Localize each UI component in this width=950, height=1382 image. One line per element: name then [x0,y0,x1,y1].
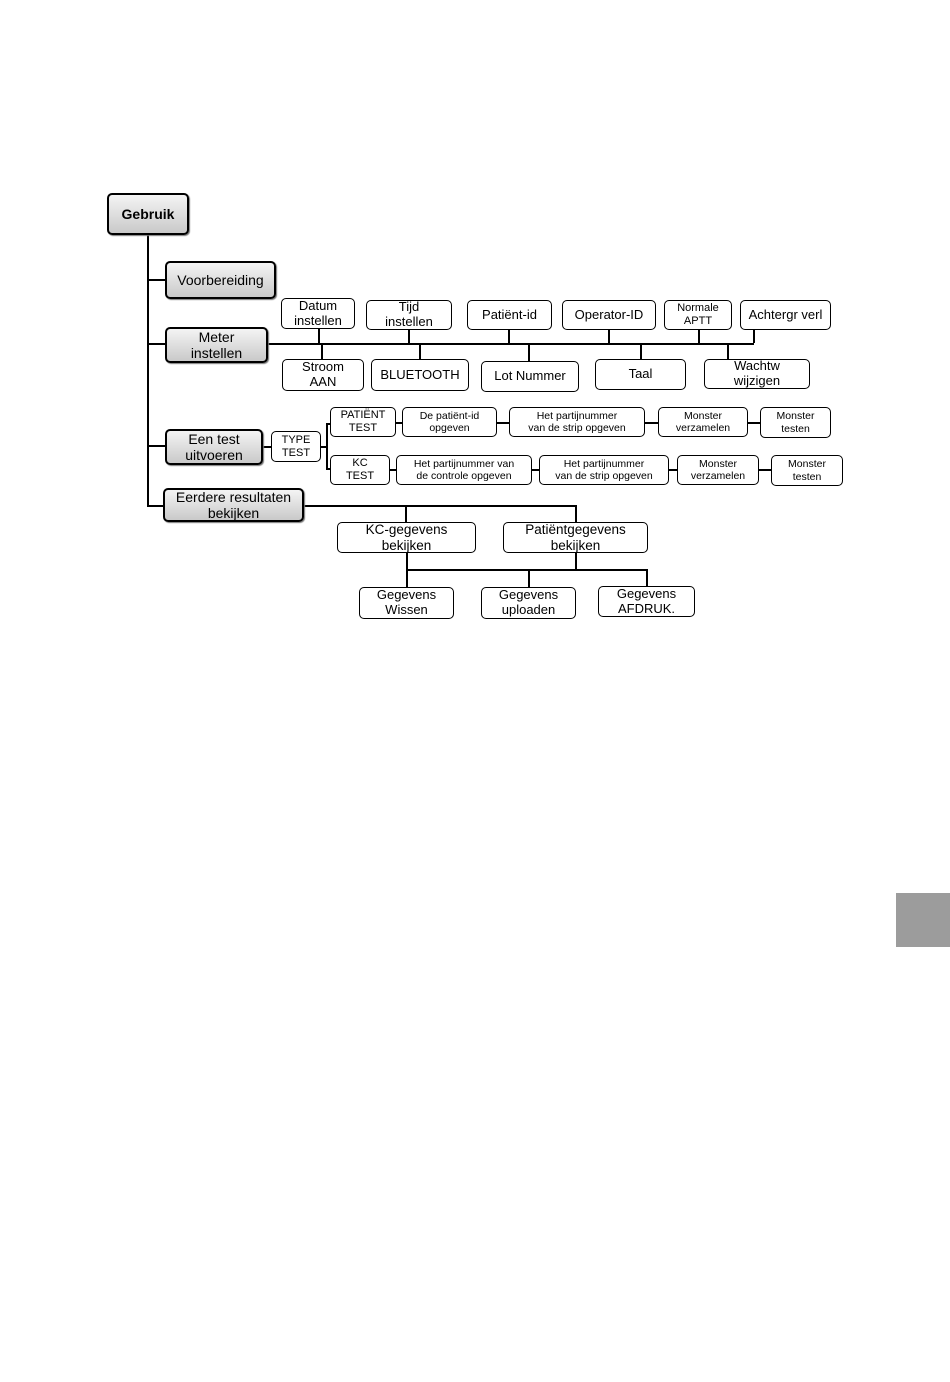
node-monster-verzamelen: Monster verzamelen [677,455,759,485]
connector [147,343,165,345]
node-gegevens-afdruk: Gegevens AFDRUK. [598,586,695,617]
node-taal: Taal [595,359,686,390]
node-datum-instellen: Datum instellen [281,298,355,329]
connector [727,343,729,359]
node-monster-verzamelen: Monster verzamelen [658,407,748,437]
node-controle-partijnummer: Het partijnummer van de controle opgeven [396,455,532,485]
connector [748,422,760,424]
node-een-test-uitvoeren: Een test uitvoeren [165,429,263,465]
connector [575,505,577,522]
connector [318,329,320,343]
node-kc-test: KC TEST [330,455,390,485]
connector [753,329,755,343]
section-tab-marker [896,893,950,947]
node-eerdere-resultaten: Eerdere resultaten bekijken [163,488,304,522]
node-achtergr-verl: Achtergr verl [740,300,831,330]
connector [575,552,577,570]
node-monster-testen: Monster testen [771,455,843,486]
connector [646,569,648,586]
connector [408,329,410,343]
connector [406,569,408,587]
connector [608,329,610,343]
node-operator-id: Operator-ID [562,300,656,330]
node-patient-test: PATIËNT TEST [330,407,396,437]
node-lot-nummer: Lot Nummer [481,361,579,392]
connector [406,569,647,571]
connector [321,343,323,359]
connector [147,505,163,507]
connector [698,329,700,343]
node-meter-instellen: Meter instellen [165,327,268,363]
connector [147,234,149,506]
node-bluetooth: BLUETOOTH [371,359,469,391]
connector [326,423,328,469]
connector [508,329,510,343]
connector [304,505,576,507]
connector [268,343,754,345]
connector [759,469,771,471]
node-patientgegevens-bekijken: Patiëntgegevens bekijken [503,522,648,553]
connector [147,445,165,447]
connector [669,469,677,471]
connector [405,505,407,522]
connector [528,343,530,361]
connector [497,422,509,424]
connector [419,343,421,359]
connector [406,552,408,570]
connector [640,343,642,359]
node-tijd-instellen: Tijd instellen [366,300,452,330]
connector [147,279,165,281]
node-strip-partijnummer: Het partijnummer van de strip opgeven [509,407,645,437]
node-stroom-aan: Stroom AAN [282,359,364,391]
node-patient-id-opgeven: De patiënt-id opgeven [402,407,497,437]
node-type-test: TYPE TEST [271,431,321,462]
node-gebruik: Gebruik [107,193,189,235]
node-patient-id: Patiënt-id [467,300,552,330]
node-gegevens-uploaden: Gegevens uploaden [481,587,576,619]
node-gegevens-wissen: Gegevens Wissen [359,587,454,619]
connector [532,469,539,471]
node-voorbereiding: Voorbereiding [165,261,276,299]
connector [263,446,271,448]
node-monster-testen: Monster testen [760,407,831,438]
connector [528,569,530,587]
node-normale-aptt: Normale APTT [664,300,732,330]
node-kc-gegevens-bekijken: KC-gegevens bekijken [337,522,476,553]
node-strip-partijnummer: Het partijnummer van de strip opgeven [539,455,669,485]
connector [645,422,658,424]
node-wachtw-wijzigen: Wachtw wijzigen [704,359,810,389]
